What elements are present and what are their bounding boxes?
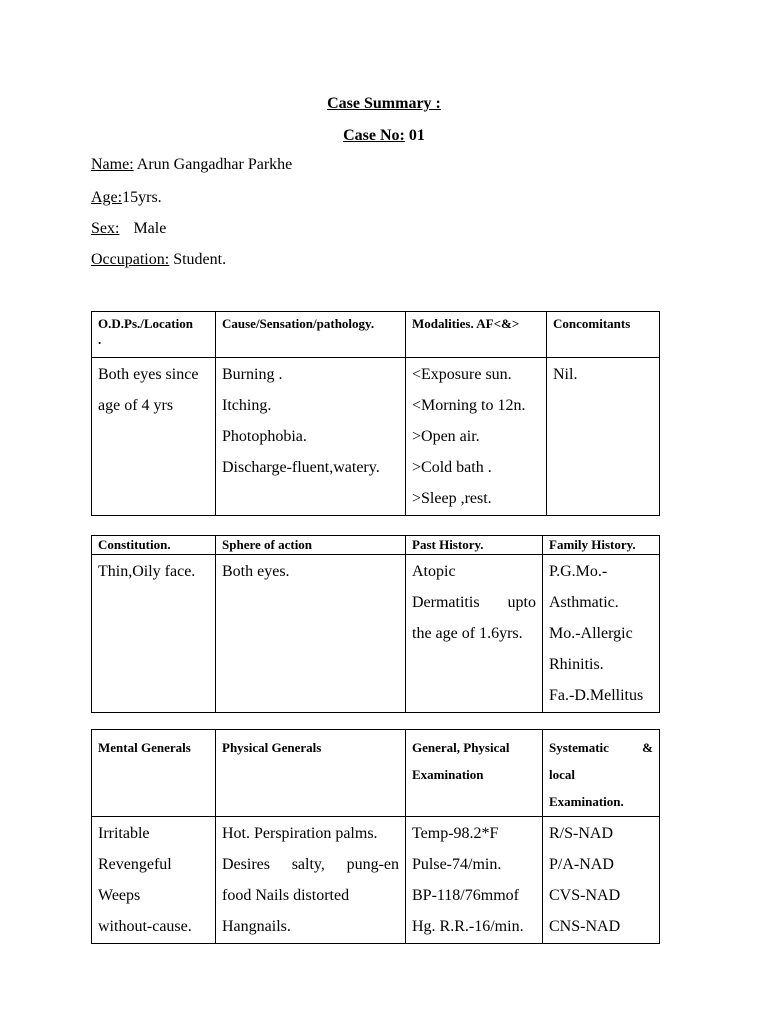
table-header-row [92,536,660,555]
header-cell: Cause/Sensation/pathology. [216,312,406,358]
header-cell: Past History. [406,536,543,555]
sphere-cell: Both eyes. [216,555,406,713]
systematic-cell: R/S-NAD P/A-NAD CVS-NAD CNS-NAD [543,817,660,944]
case-number-value: 01 [408,127,425,144]
document-title: Case Summary : [327,95,441,112]
age-label: Age: [91,189,123,206]
header-cell: Concomitants [547,312,660,358]
occupation-value: Student. [173,251,227,268]
general-exam-cell: Temp-98.2*F Pulse-74/min. BP-118/76mmof Hg. R.R.-16/min. [406,817,543,944]
header-cell: Mental Generals [92,730,216,817]
generals-table [91,729,660,944]
name-field [91,156,292,174]
mental-cell: Irritable Revengeful Weeps without-cause. [92,817,216,944]
modalities-cell: <Exposure sun. <Morning to 12n. >Open air. >Cold bath . >Sleep ,rest. [406,358,547,516]
concomitants-cell: Nil. [547,358,660,516]
complaints-table [91,311,660,516]
header-cell: General, Physical Examination [406,730,543,817]
header-cell: Family History. [543,536,660,555]
occupation-label: Occupation: [91,251,170,268]
age-value: 15yrs. [122,189,162,206]
physical-cell: Hot. Perspiration palms. Desires salty, pung-en food Nails distorted Hangnails. [216,817,406,944]
name-value: Arun Gangadhar Parkhe [136,156,293,173]
case-number-line [0,127,768,145]
header-cell: Sphere of action [216,536,406,555]
header-cell: O.D.Ps./Location . [92,312,216,358]
table-row [92,555,660,713]
header-cell: Physical Generals [216,730,406,817]
header-cell: Constitution. [92,536,216,555]
history-table [91,535,660,713]
table-header-row [92,312,660,358]
case-number-label: Case No: [343,127,405,144]
age-field [91,189,162,207]
table-row [92,358,660,516]
constitution-cell: Thin,Oily face. [92,555,216,713]
name-label: Name: [91,156,134,173]
family-history-cell: P.G.Mo.- Asthmatic. Mo.-Allergic Rhinitis. Fa.-D.Mellitus [543,555,660,713]
table-header-row [92,730,660,817]
past-history-cell: Atopic Dermatitis upto the age of 1.6yrs. [406,555,543,713]
occupation-field [91,251,226,269]
table-row [92,817,660,944]
sex-value: Male [133,220,167,237]
location-cell: Both eyes since age of 4 yrs [92,358,216,516]
sex-label: Sex: [91,220,120,237]
header-cell: Modalities. AF<&> [406,312,547,358]
sensation-cell: Burning . Itching. Photophobia. Discharge-fluent,watery. [216,358,406,516]
sex-field [91,220,166,238]
header-cell: Systematic & local Examination. [543,730,660,817]
